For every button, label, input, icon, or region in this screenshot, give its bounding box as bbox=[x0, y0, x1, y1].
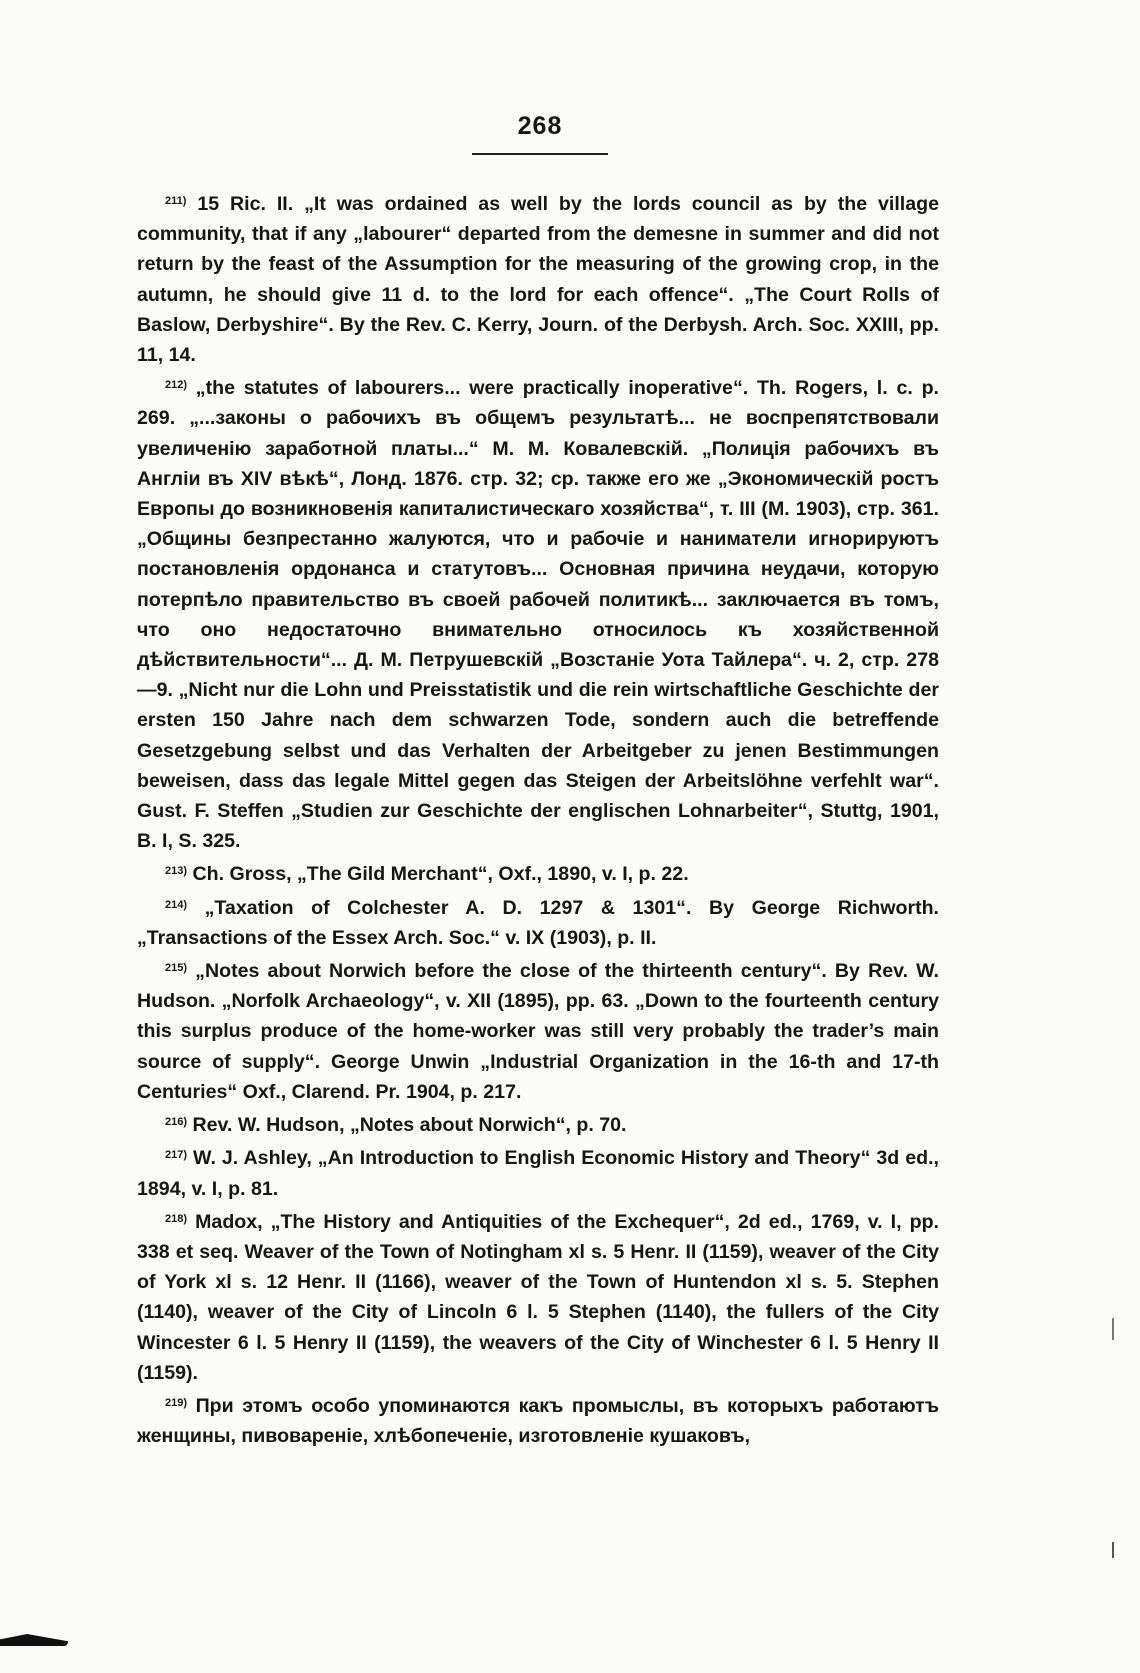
footnote-marker: 215) bbox=[165, 962, 188, 975]
footnote-marker: 213) bbox=[165, 865, 188, 878]
footnote-text: „Taxation of Colchester A. D. 1297 & 1301“. By George Richworth. „Transactions of the Essex Arch. Soc.“ v. IX (1903), p. II. bbox=[137, 896, 940, 949]
footnote-marker: 219) bbox=[165, 1396, 188, 1409]
footnote-marker: 214) bbox=[165, 898, 188, 911]
footnote-218 bbox=[137, 1204, 939, 1388]
footnote-text: Rev. W. Hudson, „Notes about Norwich“, p. 70. bbox=[192, 1114, 627, 1137]
footnote-text: При этомъ особо упоминаются какъ промыслы, въ которыхъ работаютъ женщины, пивовареніе, хлѣбопеченіе, изготовленіе кушаковъ, bbox=[137, 1394, 939, 1448]
footnote-213 bbox=[137, 856, 939, 889]
footnote-text: 15 Ric. II. „It was ordained as well by the lords council as by the village community, that if any „labourer“ departed from the demesne in summer and did not return by the feast of the Assumption for the measuring of the growing crop, in the autumn, he should give 11 d. to the lord for each offence“. „The Court Rolls of Baslow, Derbyshire“. By the Rev. C. Kerry, Journ. of the Derbysh. Arch. Soc. XXIII, pp. 11, 14. bbox=[137, 193, 939, 367]
footnote-text: Ch. Gross, „The Gild Merchant“, Oxf., 1890, v. I, p. 22. bbox=[192, 863, 689, 886]
footnote-marker: 216) bbox=[165, 1116, 188, 1129]
footnote-marker: 212) bbox=[165, 379, 188, 392]
footnote-211 bbox=[137, 186, 939, 370]
footnote-215 bbox=[137, 953, 939, 1107]
footnote-text: Madox, „The History and Antiquities of the Exchequer“, 2d ed., 1769, v. I, pp. 338 et seq. Weaver of the Town of Notingham xl s. 5 Henr. II (1159), weaver of the City of York xl s. 12 Henr. II (1166), weaver of the Town of Huntendon xl s. 5. Stephen (1140), weaver of the City of Lincoln 6 l. 5 Stephen (1140), the fullers of the City Wincester 6 l. 5 Henry II (1159), the weavers of the City of Winchester 6 l. 5 Henry II (1159). bbox=[137, 1210, 939, 1384]
footnote-text: „the statutes of labourers... were practically inoperative“. Th. Rogers, l. c. p. 269. „...законы о рабочихъ въ общемъ результатѣ... не воспрепятствовали увеличенію заработной платы...“ М. М. Ковалевскій. „Полиція рабочихъ въ Англіи въ XIV вѣкѣ“, Лонд. 1876. стр. 32; ср. также его же „Экономическій ростъ Европы до возникновенія капиталистическаго хозяйства“, т. III (М. 1903), стр. 361. „Общины безпрестанно жалуются, что и рабочіе и наниматели игнорируютъ постановленія ордонанса и статутовъ... Основная причина неудачи, которую потерпѣло правительство въ своей рабочей политикѣ... заключается въ томъ, что оно недостаточно внимательно относилось къ хозяйственной дѣйствительности“... Д. М. Петрушевскій „Возстаніе Уота Тайлера“. ч. 2, стр. 278—9. „Nicht nur die Lohn und Preisstatistik und die rein wirtschaftliche Geschichte der ersten 150 Jahre nach dem schwarzen Tode, sondern auch die betreffende Gesetzgebung selbst und das Verhalten der Arbeitgeber zu jenen Bestimmungen beweisen, dass das legale Mittel gegen das Steigen der Arbeitslöhne verfehlt war“. Gust. F. Steffen „Studien zur Geschichte der englischen Lohnarbeiter“, Stuttg, 1901, B. I, S. 325. bbox=[137, 377, 939, 853]
footnote-216 bbox=[137, 1107, 939, 1140]
scan-ink-blot bbox=[0, 1634, 68, 1646]
scan-edge-mark bbox=[1112, 1542, 1114, 1558]
footnote-marker: 211) bbox=[165, 195, 187, 207]
footnotes bbox=[137, 186, 939, 1451]
page-number-rule bbox=[472, 153, 608, 155]
footnote-text: „Notes about Norwich before the close of the thirteenth century“. By Rev. W. Hudson. „Norfolk Archaeology“, v. XII (1895), pp. 63. „Down to the fourteenth century this surplus produce of the home-worker was still very probably the trader’s main source of supply“. George Unwin „Industrial Organization in the 16-th and 17-th Centuries“ Oxf., Clarend. Pr. 1904, p. 217. bbox=[137, 960, 939, 1103]
footnote-219 bbox=[137, 1388, 939, 1451]
scan-edge-mark bbox=[1112, 1318, 1114, 1340]
page-number: 268 bbox=[517, 112, 563, 140]
footnote-217 bbox=[137, 1140, 939, 1203]
footnote-212 bbox=[137, 370, 939, 856]
footnote-marker: 218) bbox=[165, 1212, 188, 1225]
footnote-214 bbox=[137, 890, 939, 953]
footnote-text: W. J. Ashley, „An Introduction to English Economic History and Theory“ 3d ed., 1894, v. I, p. 81. bbox=[137, 1147, 939, 1200]
footnote-marker: 217) bbox=[165, 1149, 188, 1162]
